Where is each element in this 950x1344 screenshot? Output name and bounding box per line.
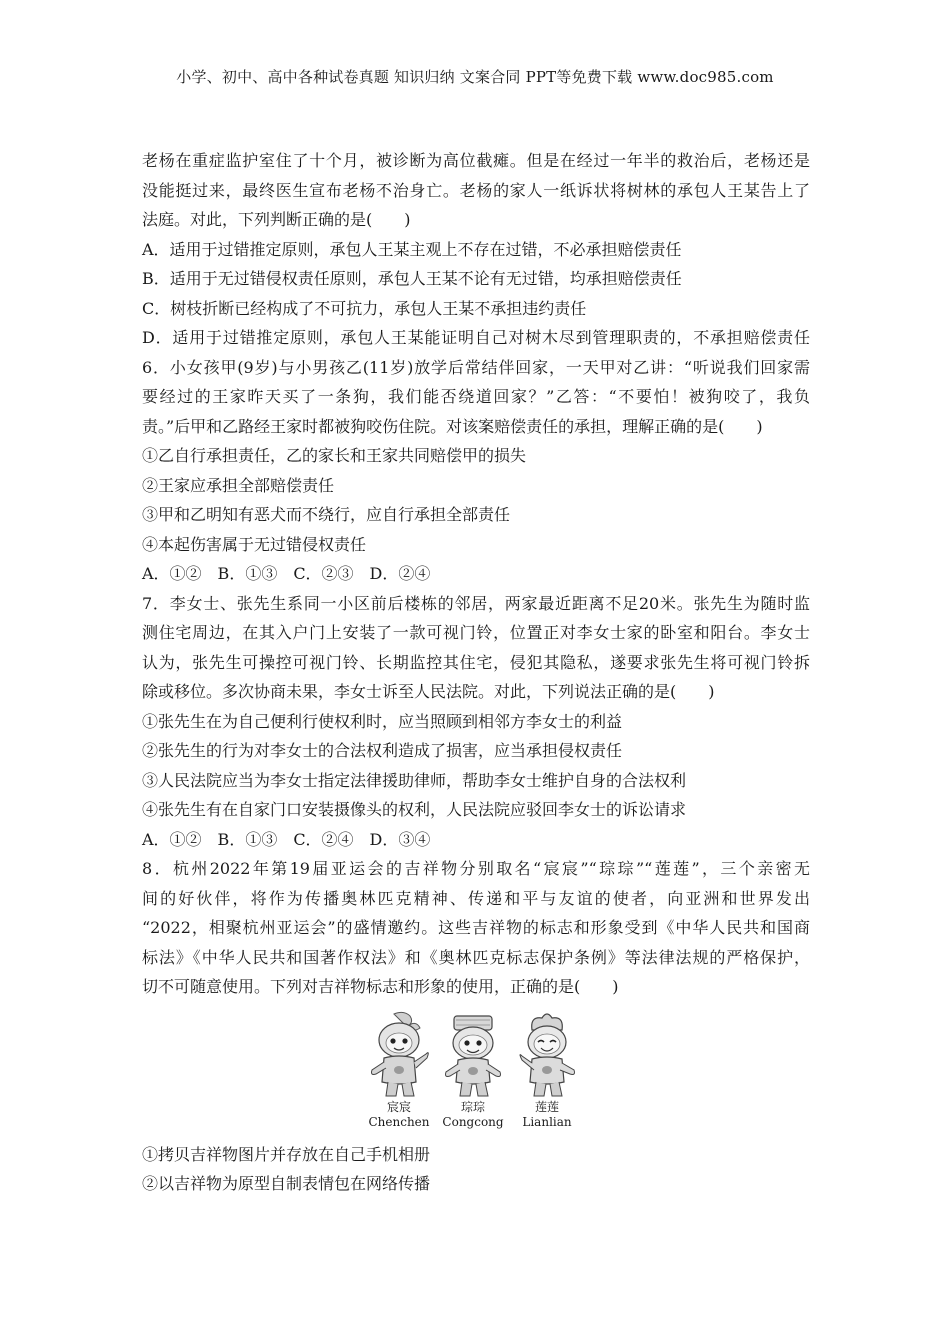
text-line: ②王家应承担全部赔偿责任 [142, 475, 335, 495]
text-line: A．适用于过错推定原则，承包人王某主观上不存在过错，不必承担赔偿责任 [142, 239, 682, 259]
page-header: 小学、初中、高中各种试卷真题 知识归纳 文案合同 PPT等免费下载 www.doc985.com [176, 68, 774, 86]
text-line: 除或移位。多次协商未果，李女士诉至人民法院。对此，下列说法正确的是( ) [142, 682, 715, 701]
text-line: 间的好伙伴，将作为传播奥林匹克精神、传递和平与友谊的使者，向亚洲和世界发出 [142, 888, 810, 908]
text-line: B．适用于无过错侵权责任原则，承包人王某不论有无过错，均承担赔偿责任 [142, 269, 682, 288]
question-content [142, 146, 810, 1199]
text-line: ①拷贝吉祥物图片并存放在自己手机相册 [142, 1144, 431, 1164]
text-line: D．适用于过错推定原则，承包人王某能证明自己对树木尽到管理职责的，不承担赔偿责任 [142, 328, 810, 347]
mascot-label-congcong: 琮琮 Congcong [442, 1099, 504, 1129]
mascot-label-lianlian: 莲莲 Lianlian [522, 1099, 572, 1129]
text-line: 没能挺过来，最终医生宣布老杨不治身亡。老杨的家人一纸诉状将树林的承包人王某告上了 [142, 180, 810, 200]
mascot-label-chenchen: 宸宸 Chenchen [368, 1099, 430, 1129]
text-line: 6．小女孩甲(9岁)与小男孩乙(11岁)放学后常结伴回家，一天甲对乙讲：“听说我们回家需 [142, 357, 810, 377]
text-line: 7．李女士、张先生系同一小区前后楼栋的邻居，两家最近距离不足20米。张先生为随时监 [142, 593, 810, 613]
mascot-figure [142, 1010, 810, 1134]
text-line: ②以吉祥物为原型自制表情包在网络传播 [142, 1174, 431, 1193]
text-line: 切不可随意使用。下列对吉祥物标志和形象的使用，正确的是( ) [142, 977, 619, 996]
text-line: 老杨在重症监护室住了十个月，被诊断为高位截瘫。但是在经过一年半的救治后，老杨还是 [142, 151, 810, 170]
mascot-lianlian-image [512, 1010, 582, 1102]
text-line: 要经过的王家昨天买了一条狗，我们能否绕道回家？”乙答：“不要怕！被狗咬了，我负 [142, 387, 810, 406]
text-line: A．①② B．①③ C．②④ D．③④ [142, 829, 431, 849]
text-line: “2022，相聚杭州亚运会”的盛情邀约。这些吉祥物的标志和形象受到《中华人民共和国商 [142, 918, 810, 937]
text-line: A．①② B．①③ C．②③ D．②④ [142, 564, 431, 583]
text-line: ②张先生的行为对李女士的合法权利造成了损害，应当承担侵权责任 [142, 741, 623, 760]
question-options-block [142, 1140, 810, 1199]
question-text-block [142, 146, 810, 1002]
text-line: 法庭。对此，下列判断正确的是( ) [142, 210, 411, 229]
text-line: ④张先生有在自家门口安装摄像头的权利，人民法院应驳回李女士的诉讼请求 [142, 800, 687, 819]
text-line: 责。”后甲和乙路经王家时都被狗咬伤住院。对该案赔偿责任的承担，理解正确的是( ) [142, 416, 763, 436]
text-line: 认为，张先生可操控可视门铃、长期监控其住宅，侵犯其隐私，遂要求张先生将可视门铃拆 [142, 652, 810, 672]
mascot-congcong-image [438, 1010, 508, 1102]
text-line: 8．杭州2022年第19届亚运会的吉祥物分别取名“宸宸”“琮琮”“莲莲”，三个亲密无 [142, 859, 810, 878]
text-line: ③甲和乙明知有恶犬而不绕行，应自行承担全部责任 [142, 505, 511, 524]
text-line: ①张先生在为自己便利行使权利时，应当照顾到相邻方李女士的利益 [142, 711, 623, 731]
text-line: ①乙自行承担责任，乙的家长和王家共同赔偿甲的损失 [142, 446, 527, 465]
text-line: ④本起伤害属于无过错侵权责任 [142, 534, 367, 554]
text-line: 标法》《中华人民共和国著作权法》和《奥林匹克标志保护条例》等法律法规的严格保护， [142, 947, 810, 967]
text-line: ③人民法院应当为李女士指定法律援助律师，帮助李女士维护自身的合法权利 [142, 770, 687, 790]
text-line: C．树枝折断已经构成了不可抗力，承包人王某不承担违约责任 [142, 298, 587, 318]
mascot-chenchen-image [364, 1010, 434, 1102]
text-line: 测住宅周边，在其入户门上安装了一款可视门铃，位置正对李女士家的卧室和阳台。李女士 [142, 623, 810, 642]
